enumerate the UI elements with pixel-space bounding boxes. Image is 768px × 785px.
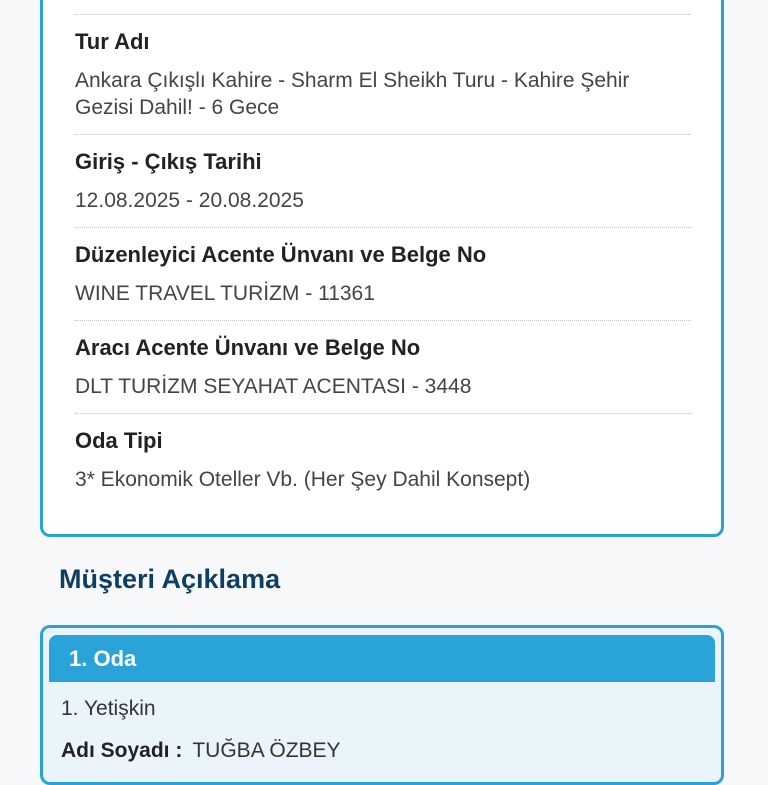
- field-value: Ankara Çıkışlı Kahire - Sharm El Sheikh Turu - Kahire Şehir Gezisi Dahil! - 6 Gece: [75, 69, 630, 119]
- field-label: Tur Adı: [75, 29, 150, 54]
- customer-section-title: Müşteri Açıklama: [59, 564, 281, 594]
- field-intermediary-agency: [75, 321, 691, 400]
- name-label: Adı Soyadı :: [61, 739, 183, 762]
- room-body: [49, 682, 715, 766]
- tour-details-card: [40, 0, 724, 537]
- guest-type-label: 1. Yetişkin: [61, 697, 156, 720]
- field-organizer-agency: [75, 228, 691, 307]
- field-value: WINE TRAVEL TURİZM - 11361: [75, 282, 375, 305]
- field-label: Giriş - Çıkış Tarihi: [75, 149, 262, 174]
- field-label: Düzenleyici Acente Ünvanı ve Belge No: [75, 242, 487, 267]
- name-value: TUĞBA ÖZBEY: [192, 739, 341, 762]
- field-value: 3* Ekonomik Oteller Vb. (Her Şey Dahil Konsept): [75, 468, 531, 491]
- field-tour-name: [75, 15, 691, 121]
- room-header: 1. Oda: [49, 635, 715, 682]
- field-label: Aracı Acente Ünvanı ve Belge No: [75, 335, 421, 360]
- field-value: DLT TURİZM SEYAHAT ACENTASI - 3448: [75, 375, 472, 398]
- field-room-type: [75, 414, 691, 493]
- field-label: Oda Tipi: [75, 428, 163, 453]
- guest-name-row: [61, 736, 715, 766]
- room-card: [40, 625, 724, 785]
- field-value: 12.08.2025 - 20.08.2025: [75, 189, 304, 212]
- field-dates: [75, 135, 691, 214]
